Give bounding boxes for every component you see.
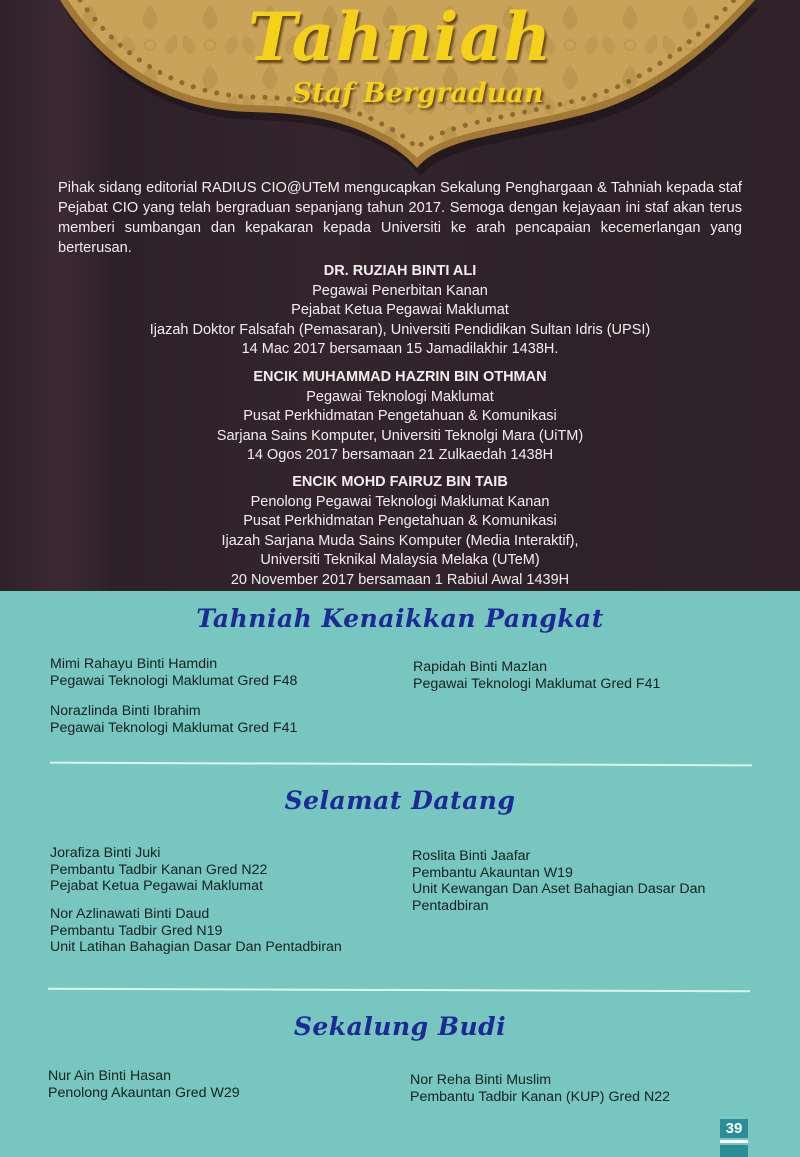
staff-name: Nur Ain Binti Hasan: [48, 1068, 172, 1084]
promotion-entry: [50, 656, 297, 689]
staff-name: Rapidah Binti Mazlan: [413, 659, 548, 675]
staff-position: Pembantu Akauntan W19: [412, 864, 573, 881]
graduate-department: Pusat Perkhidmatan Pengetahuan & Komunikasi: [243, 408, 557, 424]
staff-position: Pegawai Teknologi Maklumat Gred F41: [50, 719, 298, 736]
staff-name: Nor Reha Binti Muslim: [410, 1072, 552, 1088]
promotion-entry: [413, 659, 660, 692]
graduate-name: ENCIK MOHD FAIRUZ BIN TAIB: [292, 474, 508, 490]
graduate-position: Pegawai Penerbitan Kanan: [312, 282, 488, 299]
page-title: Tahniah: [247, 0, 553, 76]
graduate-degree: Ijazah Doktor Falsafah (Pemasaran), Universiti Pendidikan Sultan Idris (UPSI): [149, 321, 651, 338]
staff-position: Pembantu Tadbir Kanan Gred N22: [50, 861, 268, 878]
staff-unit: Unit Latihan Bahagian Dasar Dan Pentadbiran: [50, 939, 342, 955]
graduate-department: Pusat Perkhidmatan Pengetahuan & Komunikasi: [243, 513, 557, 529]
staff-position: Pegawai Teknologi Maklumat Gred F41: [413, 675, 661, 692]
section-title-welcome: Selamat Datang: [284, 786, 516, 815]
promotion-entry: [50, 703, 297, 736]
staff-position: Pembantu Tadbir Kanan (KUP) Gred N22: [410, 1088, 670, 1105]
staff-name: Nor Azlinawati Binti Daud: [50, 906, 210, 922]
staff-name: Mimi Rahayu Binti Hamdin: [50, 656, 218, 672]
welcome-entry: [50, 906, 342, 956]
graduate-name: ENCIK MUHAMMAD HAZRIN BIN OTHMAN: [253, 369, 547, 385]
graduate-position: Penolong Pegawai Teknologi Maklumat Kanan: [250, 493, 550, 510]
page-number-underline: [720, 1140, 748, 1143]
staff-name: Roslita Binti Jaafar: [412, 848, 531, 864]
graduate-date: 20 November 2017 bersamaan 1 Rabiul Awal 1439H: [230, 571, 570, 588]
welcome-entry: [412, 848, 705, 914]
graduate-entry: [0, 262, 800, 360]
staff-position: Pembantu Tadbir Gred N19: [50, 922, 223, 939]
graduate-date: 14 Mac 2017 bersamaan 15 Jamadilakhir 1438H.: [241, 341, 559, 357]
page-number: 39: [720, 1119, 748, 1138]
graduate-position: Pegawai Teknologi Maklumat: [306, 388, 494, 405]
graduate-university: Universiti Teknikal Malaysia Melaka (UTeM): [260, 552, 540, 568]
page-subtitle: Staf Bergraduan: [292, 78, 544, 109]
farewell-entry: [410, 1072, 670, 1105]
staff-name: Jorafiza Binti Juki: [50, 845, 161, 861]
staff-unit-cont: Pentadbiran: [412, 897, 489, 914]
graduate-degree: Ijazah Sarjana Muda Sains Komputer (Media Interaktif),: [221, 532, 579, 549]
section-title-promotion: Tahniah Kenaikkan Pangkat: [196, 604, 604, 633]
intro-paragraph: Pihak sidang editorial RADIUS CIO@UTeM mengucapkan Sekalung Penghargaan & Tahniah kepada staf Pejabat CIO yang telah bergraduan sepanjang tahun 2017. Semoga dengan kejayaan ini staf akan terus memberi sumbangan dan kepakaran kepada Universiti ke arah pencapaian kecemerlangan yang berterusan.: [58, 180, 742, 256]
farewell-entry: [48, 1068, 240, 1101]
graduate-entry: [0, 368, 800, 466]
graduate-date: 14 Ogos 2017 bersamaan 21 Zulkaedah 1438H: [246, 447, 554, 463]
section-title-farewell: Sekalung Budi: [293, 1012, 507, 1041]
graduate-degree: Sarjana Sains Komputer, Universiti Teknolgi Mara (UiTM): [216, 427, 584, 444]
staff-position: Penolong Akauntan Gred W29: [48, 1084, 240, 1101]
staff-unit: Pejabat Ketua Pegawai Maklumat: [50, 878, 263, 894]
graduate-name: DR. RUZIAH BINTI ALI: [323, 263, 477, 279]
page-number-tab: [720, 1145, 748, 1157]
welcome-entry: [50, 845, 267, 895]
graduate-entry: [0, 473, 800, 590]
staff-name: Norazlinda Binti Ibrahim: [50, 703, 201, 719]
graduate-department: Pejabat Ketua Pegawai Maklumat: [291, 302, 509, 318]
staff-unit: Unit Kewangan Dan Aset Bahagian Dasar Dan: [412, 881, 706, 897]
staff-position: Pegawai Teknologi Maklumat Gred F48: [50, 672, 298, 689]
